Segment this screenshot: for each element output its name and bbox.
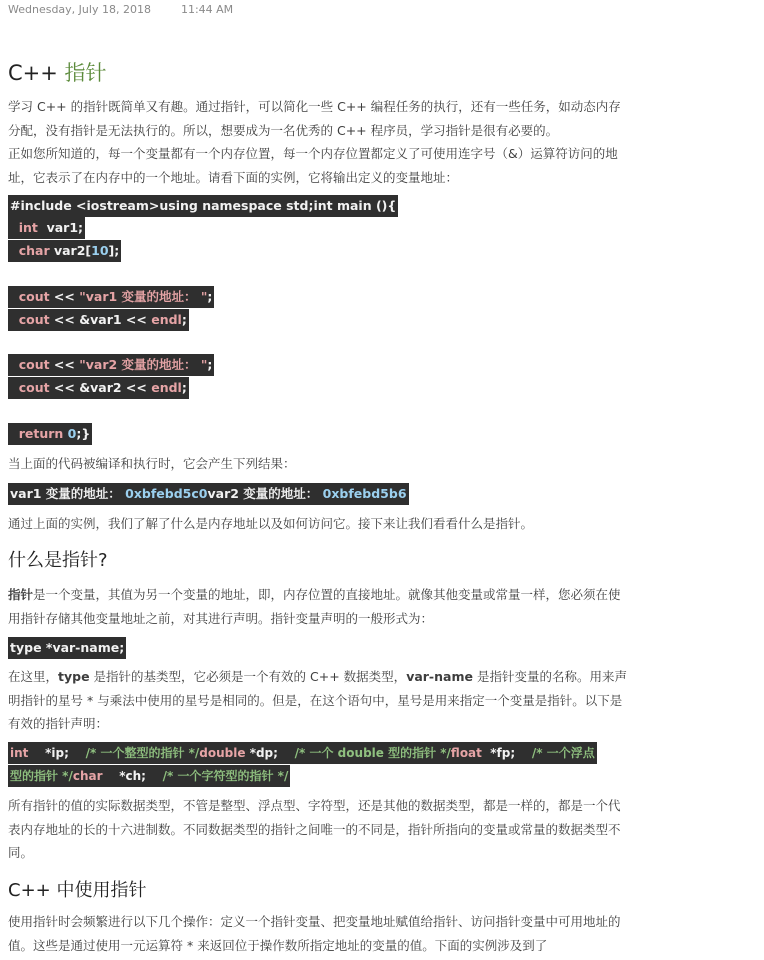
use-heading-prefix: C++ 中使用 xyxy=(8,880,111,901)
code-token: *fp; xyxy=(481,746,532,760)
code-token: 10 xyxy=(91,243,109,258)
code-token: /* 一个字符型的指针 */ xyxy=(162,769,289,783)
code-token: << xyxy=(49,289,80,304)
code-token: cout xyxy=(10,380,50,395)
code-token: *dp; xyxy=(245,746,295,760)
page-title xyxy=(8,57,107,87)
output-address-2: 0xbfebd5b6 xyxy=(318,486,407,501)
code-token: double xyxy=(199,746,246,760)
code-token: /* 一个浮点 xyxy=(531,746,595,760)
code-token: /* 一个整型的指针 */ xyxy=(85,746,200,760)
what-text: 是一个变量，其值为另一个变量的地址，即，内存位置的直接地址。就像其他变量或常量一样，您必须在使用指针存储其他变量地址之前，对其进行声明。指针变量声明的一般形式为： xyxy=(8,587,621,626)
code-line-include: #include <iostream>using namespace std;int main (){ xyxy=(8,195,398,217)
code-token: var1; xyxy=(37,220,84,235)
code-line-char xyxy=(8,240,121,262)
code-line-cout-3 xyxy=(8,354,214,376)
code-token: ]; xyxy=(108,243,120,258)
decl-example-line-2 xyxy=(8,765,290,787)
output-label-1: var1 变量的地址： xyxy=(10,486,121,501)
section-heading-what: 什么是指针? xyxy=(8,550,108,571)
code-token: int xyxy=(10,220,38,235)
after-output-paragraph: 通过上面的实例，我们了解了什么是内存地址以及如何访问它。接下来让我们看看什么是指针。 xyxy=(8,516,534,531)
code-token: cout xyxy=(10,312,50,327)
bold-term: type xyxy=(58,669,90,684)
decl-example-line-1 xyxy=(8,742,597,764)
result-intro: 当上面的代码被编译和执行时，它会产生下列结果： xyxy=(8,456,296,471)
code-token: char xyxy=(10,243,50,258)
code-token: 型的指针 */ xyxy=(10,769,73,783)
code-token: << &var1 << xyxy=(49,312,152,327)
code-token: var2[ xyxy=(49,243,92,258)
code-token: return xyxy=(10,426,64,441)
decl-text: 是指针的基类型，它必须是一个有效的 C++ 数据类型， xyxy=(89,669,407,684)
use-heading-highlight: 指针 xyxy=(110,880,147,901)
code-token: /* 一个 double 型的指针 */ xyxy=(294,746,451,760)
decl-code: type *var-name; xyxy=(8,637,126,659)
intro-paragraph-2: 正如您所知道的，每一个变量都有一个内存位置，每一个内存位置都定义了可使用连字号（&）运算符访问的地址，它表示了在内存中的一个地址。请看下面的实例，它将输出定义的变量地址： xyxy=(8,146,618,185)
bold-term: 指针 xyxy=(8,587,34,602)
code-line-return xyxy=(8,423,92,445)
code-token: ;} xyxy=(76,426,91,441)
code-token: << &var2 << xyxy=(49,380,152,395)
code-token: char xyxy=(72,769,103,783)
code-token: *ch; xyxy=(102,769,163,783)
code-line-cout-2 xyxy=(8,309,189,331)
code-token: endl xyxy=(151,312,182,327)
code-token: 0 xyxy=(67,426,77,441)
decl-text: 在这里， xyxy=(8,669,59,684)
code-token: << xyxy=(49,357,80,372)
what-paragraph xyxy=(8,583,630,630)
output-address-1: 0xbfebd5c0 xyxy=(120,486,208,501)
output-block xyxy=(8,483,409,505)
code-token: "var1 变量的地址： " xyxy=(79,289,208,304)
date-text: Wednesday, July 18, 2018 xyxy=(8,3,151,16)
title-highlight: 指针 xyxy=(64,61,107,85)
code-token: cout xyxy=(10,357,50,372)
code-token: ; xyxy=(181,312,187,327)
decl-text: 是指针变量的名称。用来声明指针的星号 * 与乘法中使用的星号是相同的。但是，在这个语句中，星号是用来指定一个变量是指针。以下是有效的指针声明： xyxy=(8,669,627,731)
decl-paragraph xyxy=(8,665,630,736)
section-heading-use xyxy=(8,876,146,902)
code-token: int xyxy=(10,746,29,760)
code-token: endl xyxy=(151,380,182,395)
code-token: *ip; xyxy=(28,746,86,760)
code-line-cout-1 xyxy=(8,286,214,308)
code-token: ; xyxy=(181,380,187,395)
use-paragraph: 使用指针时会频繁进行以下几个操作：定义一个指针变量、把变量地址赋值给指针、访问指针变量中可用地址的值。这些是通过使用一元运算符 * 来返回位于操作数所指定地址的变量的值。下面的实例涉及到了 xyxy=(8,914,621,953)
code-token: ; xyxy=(207,289,213,304)
time-text: 11:44 AM xyxy=(180,3,234,16)
title-prefix: C++ xyxy=(8,61,65,85)
code-token: float xyxy=(450,746,482,760)
code-token: "var2 变量的地址： " xyxy=(79,357,208,372)
output-label-2: var2 变量的地址： xyxy=(207,486,319,501)
timestamp xyxy=(8,3,233,16)
code-token: cout xyxy=(10,289,50,304)
code-line-int xyxy=(8,217,85,239)
code-token: ; xyxy=(207,357,213,372)
types-paragraph: 所有指针的值的实际数据类型，不管是整型、浮点型、字符型，还是其他的数据类型，都是一样的，都是一个代表内存地址的长的十六进制数。不同数据类型的指针之间唯一的不同是，指针所指向的变量或常量的数据类型不同。 xyxy=(8,798,621,860)
code-line-cout-4 xyxy=(8,377,189,399)
intro-paragraph-1: 学习 C++ 的指针既简单又有趣。通过指针，可以简化一些 C++ 编程任务的执行，还有一些任务，如动态内存分配，没有指针是无法执行的。所以，想要成为一名优秀的 C++ 程序员，学习指针是很有必要的。 xyxy=(8,99,621,138)
bold-term: var-name xyxy=(406,669,473,684)
